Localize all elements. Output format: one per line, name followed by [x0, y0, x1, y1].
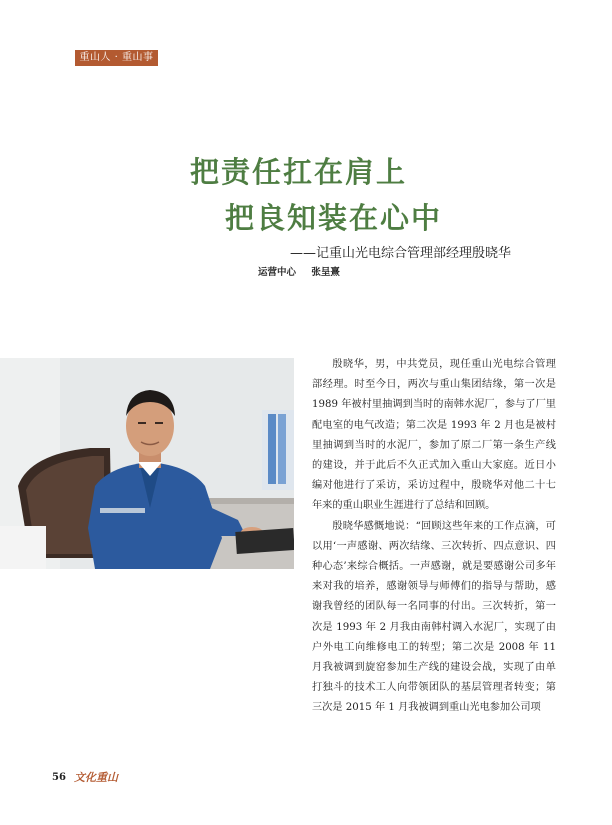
page-number: 56	[52, 772, 66, 783]
title-line-1: 把责任扛在肩上	[190, 155, 408, 189]
byline-department: 运营中心	[258, 267, 297, 278]
title-line-2: 把良知装在心中	[225, 201, 443, 235]
body-paragraph-1: 殷晓华，男，中共党员，现任重山光电综合管理部经理。时至今日，两次与重山集团结缘，第一次是 1989 年被村里抽调到当时的南韩水泥厂，参与了厂里配电室的电气改造；第二次是 1993 年 2 月也是被村里抽调到当时的水泥厂，参加了原二厂第一条生产线的建设，并于此后不久正式加入重山大家庭。近日小编对他进行了采访，采访过程中，殷晓华对他二十七年来的重山职业生涯进行了总结和回顾。	[312, 359, 556, 512]
section-tag: 重山人 · 重山事	[75, 50, 158, 66]
portrait-illustration	[0, 358, 294, 569]
byline	[258, 264, 352, 278]
article-body	[312, 355, 556, 719]
magazine-logo: 文化重山	[74, 771, 118, 784]
subtitle: ——记重山光电综合管理部经理殷晓华	[290, 246, 512, 261]
portrait-photo	[0, 358, 294, 569]
body-paragraph-2: 殷晓华感慨地说：“回顾这些年来的工作点滴，可以用‘一声感谢、两次结缘、三次转折、四点意识、四种心态’来综合概括。一声感谢，就是要感谢公司多年来对我的培养，感谢领导与师傅们的指导与帮助，感谢我曾经的团队每一名同事的付出。三次转折，第一次是 1993 年 2 月我由南韩村调入水泥厂，实现了由户外电工向维修电工的转型；第二次是 2008 年 11 月我被调到旋窑参加生产线的建设会战，实现了由单打独斗的技术工人向带领团队的基层管理者转变；第三次是 2015 年 1 月我被调到重山光电参加公司项	[312, 520, 556, 714]
byline-author: 张呈熹	[311, 267, 340, 278]
